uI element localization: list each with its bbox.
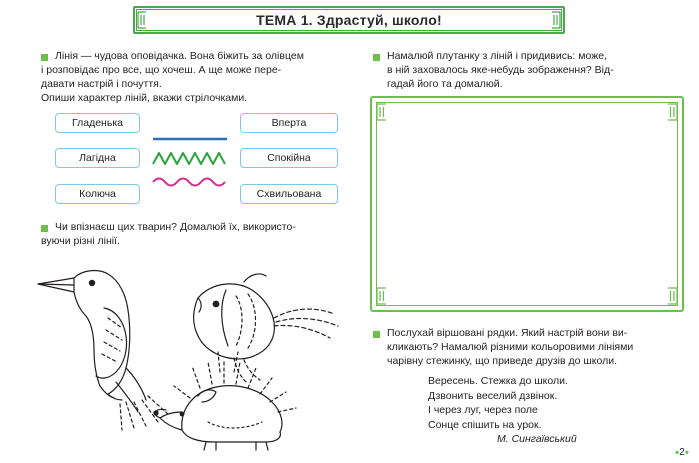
page-header-banner [133, 6, 565, 34]
wordbox-label: Лагідна [79, 152, 116, 164]
task3-bullet-icon [373, 54, 380, 61]
task2-text-line1: Чи впізнаєш цих тварин? Домалюй їх, використо- [55, 221, 296, 233]
task4-text-line3: чарівну стежинку, що приведе друзів до школи. [387, 355, 618, 367]
frame-corner-ornament-bottom-right [667, 288, 678, 305]
wordbox-label: Схвильована [256, 188, 322, 200]
task4-bullet-icon [373, 331, 380, 338]
poem-line-3: І через луг, через поле [428, 404, 538, 416]
wordbox-hladenka[interactable] [55, 113, 140, 133]
task3-text-line1: Намалюй плутанку з ліній і придивись: може, [387, 50, 607, 62]
poem-line-4: Сонце спішить на урок. [428, 418, 542, 431]
drawing-area[interactable] [370, 96, 684, 312]
frame-corner-ornament-bottom-left [376, 288, 387, 305]
page-number-dot-icon: • [675, 445, 680, 460]
task2-text-line2: вуючи різні лінії. [41, 235, 120, 247]
poem-line-2: Дзвонить веселий дзвінок. [428, 389, 558, 402]
task2-bullet-icon [41, 225, 48, 232]
bird-drawing [38, 271, 168, 430]
wordbox-lahidna[interactable] [55, 148, 140, 168]
wordbox-koliucha[interactable] [55, 184, 140, 204]
task4-text-line2: кликають? Намалюй різними кольоровими лініями [387, 341, 634, 353]
task1-text-line4: Опиши характер ліній, вкажи стрілочками. [41, 92, 248, 104]
wordbox-label: Гладенька [72, 117, 123, 129]
wordbox-vperta[interactable] [240, 113, 338, 133]
wordbox-label: Вперта [271, 117, 307, 129]
frame-corner-ornament-top-right [667, 103, 678, 120]
animals-illustration [30, 252, 360, 452]
page-number [675, 447, 689, 458]
task1-text-line2: і розповідає про все, що хочеш. А ще може пере- [41, 64, 282, 76]
task1-text-line3: давати настрій і почуття. [41, 78, 162, 90]
task1-text-line1: Лінія — чудова оповідачка. Вона біжить за олівцем [55, 50, 304, 62]
wordbox-skhvylovana[interactable] [240, 184, 338, 204]
poem-author: М. Сингаївський [497, 433, 577, 445]
poem-block [428, 374, 568, 432]
task3-text-line2: в ній заховалось яке-небудь зображення? Від- [387, 64, 614, 76]
wordbox-label: Спокійна [267, 152, 311, 164]
wave-magenta-line-sample [152, 174, 228, 193]
straight-blue-line-sample [152, 130, 228, 148]
hedgehog-drawing [153, 352, 296, 450]
page-title: ТЕМА 1. Здрастуй, школо! [256, 12, 442, 28]
page-number-value: 2 [679, 447, 685, 458]
fish-drawing [194, 274, 338, 382]
frame-corner-ornament-top-left [376, 103, 387, 120]
task4-text-line1: Послухай віршовані рядки. Який настрій вони ви- [387, 327, 628, 339]
drawing-area-inner-border [376, 102, 678, 306]
zigzag-green-line-sample [152, 150, 228, 173]
poem-line-1: Вересень. Стежка до школи. [428, 375, 568, 387]
wordbox-spokiina[interactable] [240, 148, 338, 168]
task1-bullet-icon [41, 54, 48, 61]
page-number-dot-icon-2: • [684, 445, 689, 460]
wordbox-label: Колюча [79, 188, 116, 200]
task3-text-line3: гадай його та домалюй. [387, 78, 503, 90]
